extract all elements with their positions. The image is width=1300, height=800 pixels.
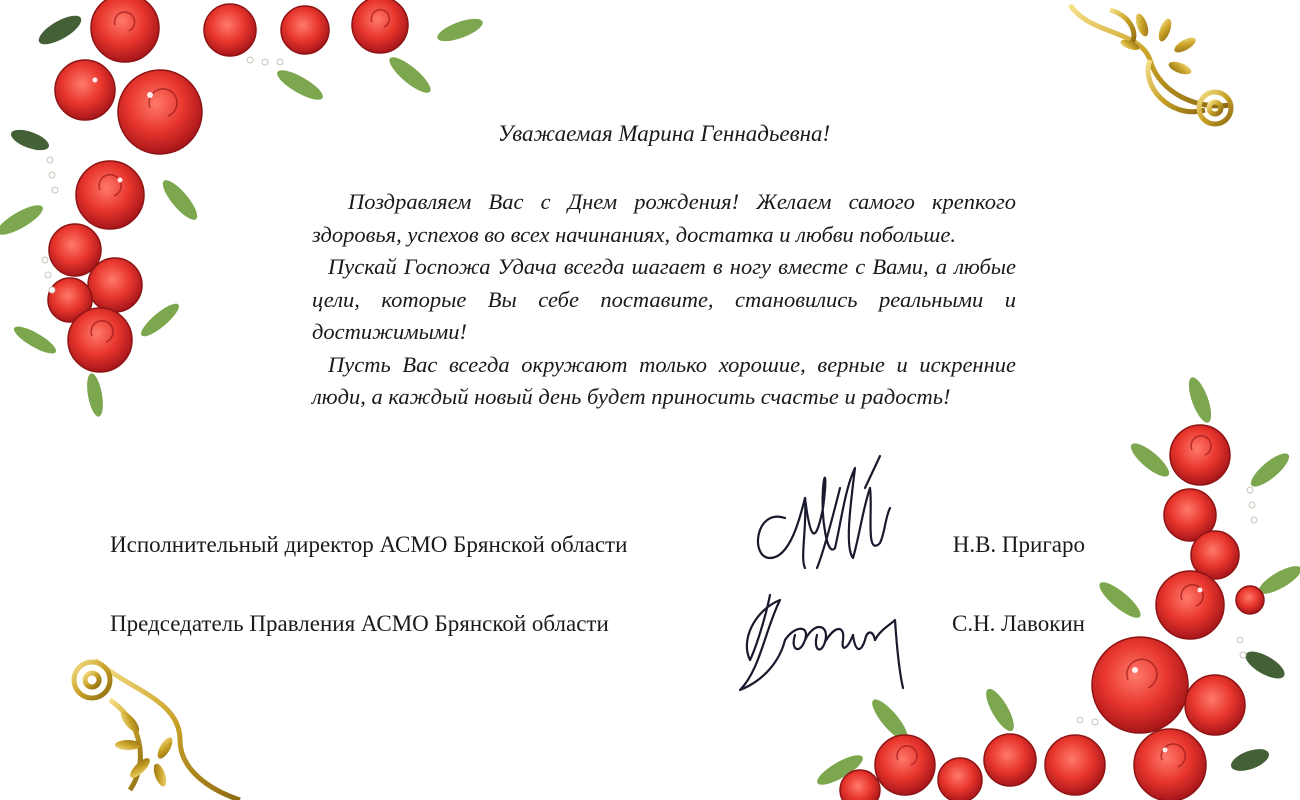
letter-body [312,118,1016,414]
letter-paragraph: Пускай Госпожа Удача всегда шагает в ногу вместе с Вами, а любые цели, которые Вы себе поставите, становились реальными и достижимыми! [312,254,1016,344]
letter-paragraph: Поздравляем Вас с Днем рождения! Желаем самого крепкого здоровья, успехов во всех начинаниях, достатка и любви побольше. [312,189,1016,247]
signatory-name: С.Н. Лавокин [951,611,1085,636]
signatory-position: Председатель Правления АСМО Брянской области [110,611,609,636]
signatory-position: Исполнительный директор АСМО Брянской области [110,532,628,557]
handwritten-signature-icon [725,580,915,700]
signature-row [110,604,1085,644]
signature-row [110,525,1085,565]
salutation: Уважаемая Марина Геннадьевна! [497,121,831,146]
gold-scroll-top-right [1070,5,1231,124]
handwritten-signature-icon [745,448,905,588]
gold-petals-bottom-left [115,709,175,788]
letter-paragraph: Пусть Вас всегда окружают только хорошие, верные и искренние люди, а каждый новый день будет приносить счастье и радость! [312,351,1016,409]
signatory-name: Н.В. Пригаро [952,532,1085,557]
